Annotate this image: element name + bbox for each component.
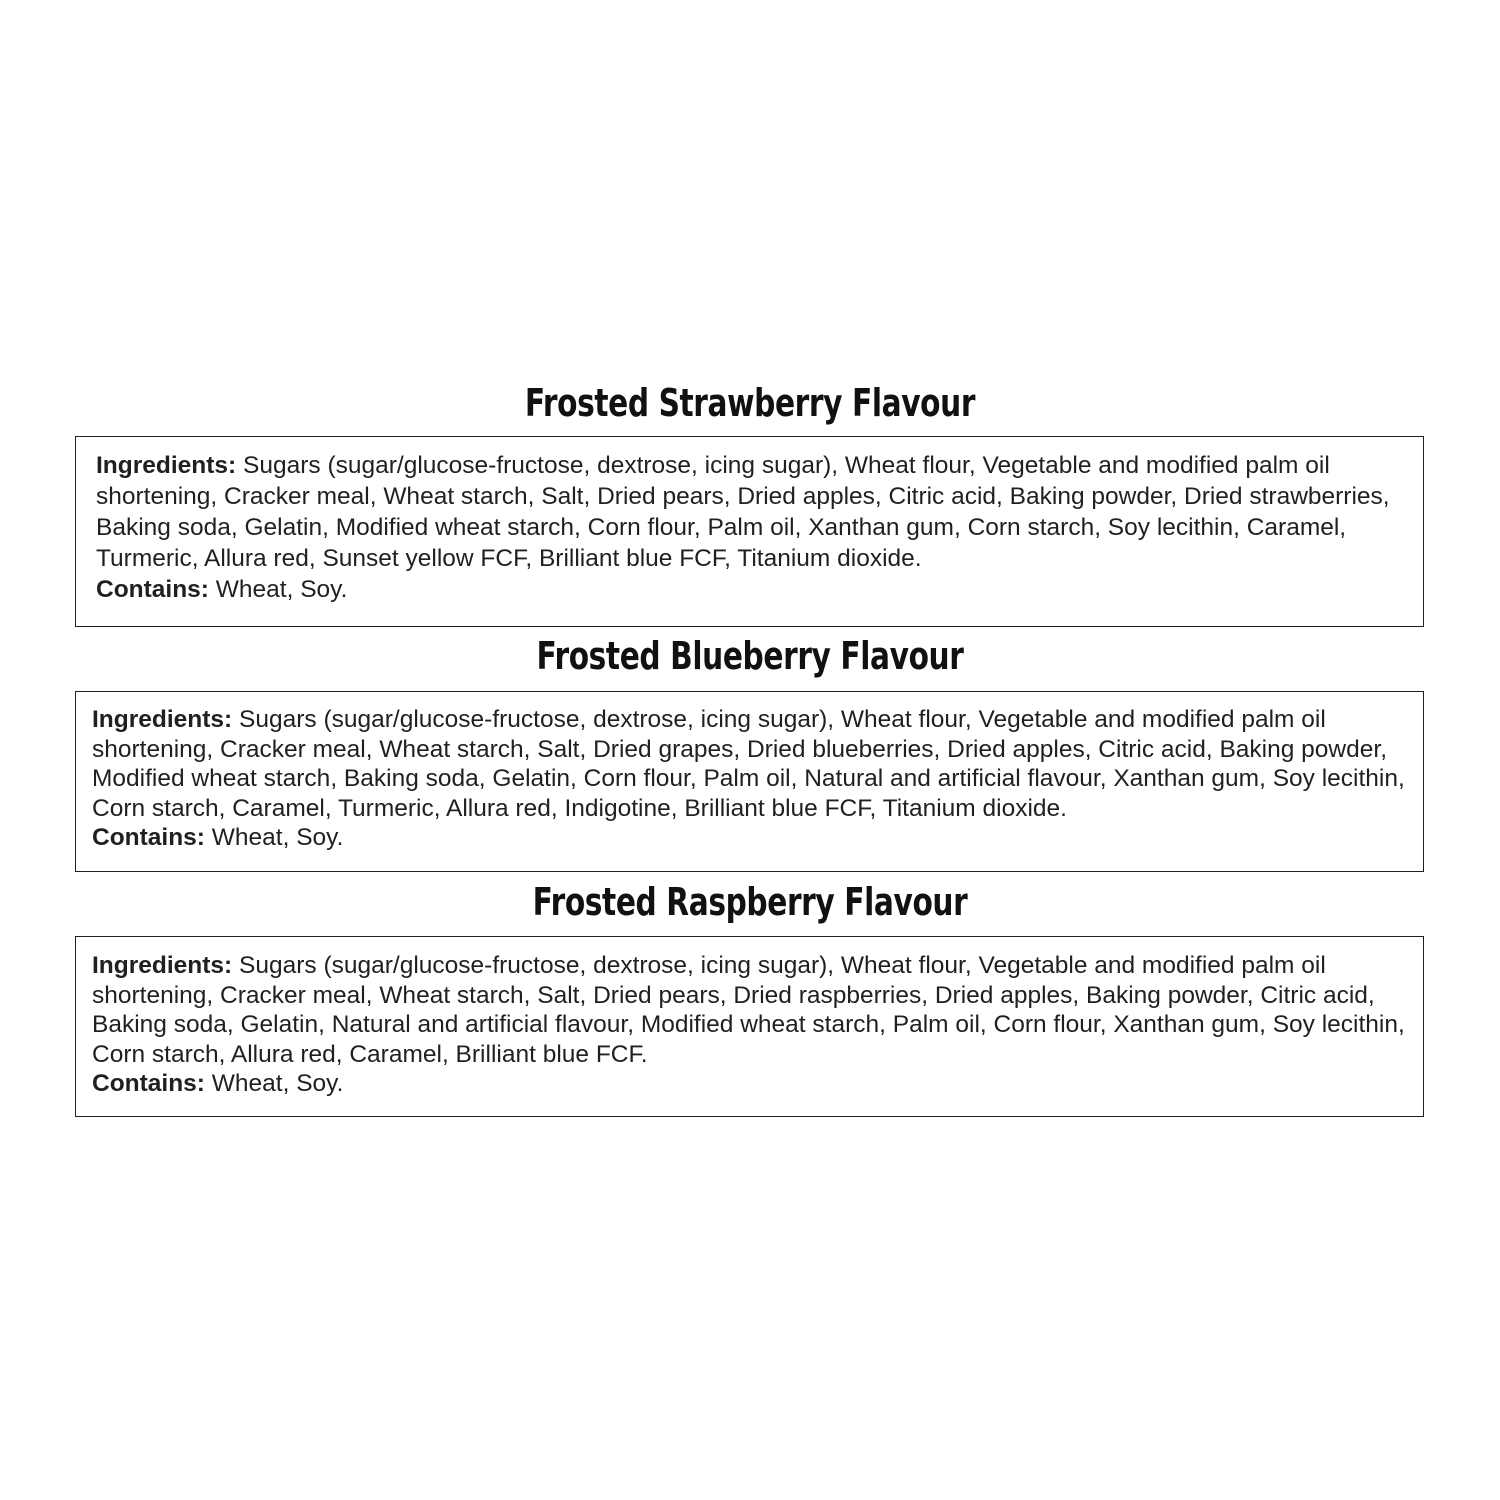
ingredients-text: [76, 937, 1423, 1099]
ingredients-text: [76, 437, 1423, 605]
section-title-raspberry: Frosted Raspberry Flavour: [532, 880, 968, 924]
ingredients-box-blueberry: [75, 691, 1424, 872]
contains-list: Wheat, Soy.: [204, 1070, 344, 1097]
contains-label: Contains:: [96, 576, 209, 603]
ingredients-text: [76, 692, 1423, 853]
ingredients-list: Sugars (sugar/glucose-fructose, dextrose, icing sugar), Wheat flour, Vegetable and modified palm oil shortening, Cracker meal, Wheat starch, Salt, Dried pears, Dried raspberries, Dried apples, Baking powder, Citric acid, Baking soda, Gelatin, Natural and artificial flavour, Modified wheat starch, Palm oil, Corn flour, Xanthan gum, Soy lecithin, Corn starch, Allura red, Caramel, Brilliant blue FCF.: [92, 952, 1405, 1068]
ingredients-box-strawberry: [75, 436, 1424, 627]
ingredients-box-raspberry: [75, 936, 1424, 1117]
contains-label: Contains:: [92, 1070, 205, 1097]
contains-list: Wheat, Soy.: [204, 824, 344, 851]
section-title-blueberry: Frosted Blueberry Flavour: [536, 634, 964, 678]
contains-line: [96, 574, 1413, 605]
ingredients-list: Sugars (sugar/glucose-fructose, dextrose, icing sugar), Wheat flour, Vegetable and modified palm oil shortening, Cracker meal, Wheat starch, Salt, Dried pears, Dried apples, Citric acid, Baking powder, Dried strawberries, Baking soda, Gelatin, Modified wheat starch, Corn flour, Palm oil, Xanthan gum, Corn starch, Soy lecithin, Caramel, Turmeric, Allura red, Sunset yellow FCF, Brilliant blue FCF, Titanium dioxide.: [96, 452, 1390, 572]
contains-line: [92, 823, 1413, 853]
contains-line: [92, 1069, 1413, 1099]
ingredients-label: Ingredients:: [96, 452, 237, 479]
ingredients-label: Ingredients:: [92, 952, 233, 979]
ingredients-list: Sugars (sugar/glucose-fructose, dextrose, icing sugar), Wheat flour, Vegetable and modified palm oil shortening, Cracker meal, Wheat starch, Salt, Dried grapes, Dried blueberries, Dried apples, Citric acid, Baking powder, Modified wheat starch, Baking soda, Gelatin, Corn flour, Palm oil, Natural and artificial flavour, Xanthan gum, Soy lecithin, Corn starch, Caramel, Turmeric, Allura red, Indigotine, Brilliant blue FCF, Titanium dioxide.: [92, 706, 1405, 822]
section-title-strawberry: Frosted Strawberry Flavour: [524, 381, 976, 425]
contains-list: Wheat, Soy.: [208, 576, 348, 603]
ingredients-label: Ingredients:: [92, 706, 233, 733]
contains-label: Contains:: [92, 824, 205, 851]
